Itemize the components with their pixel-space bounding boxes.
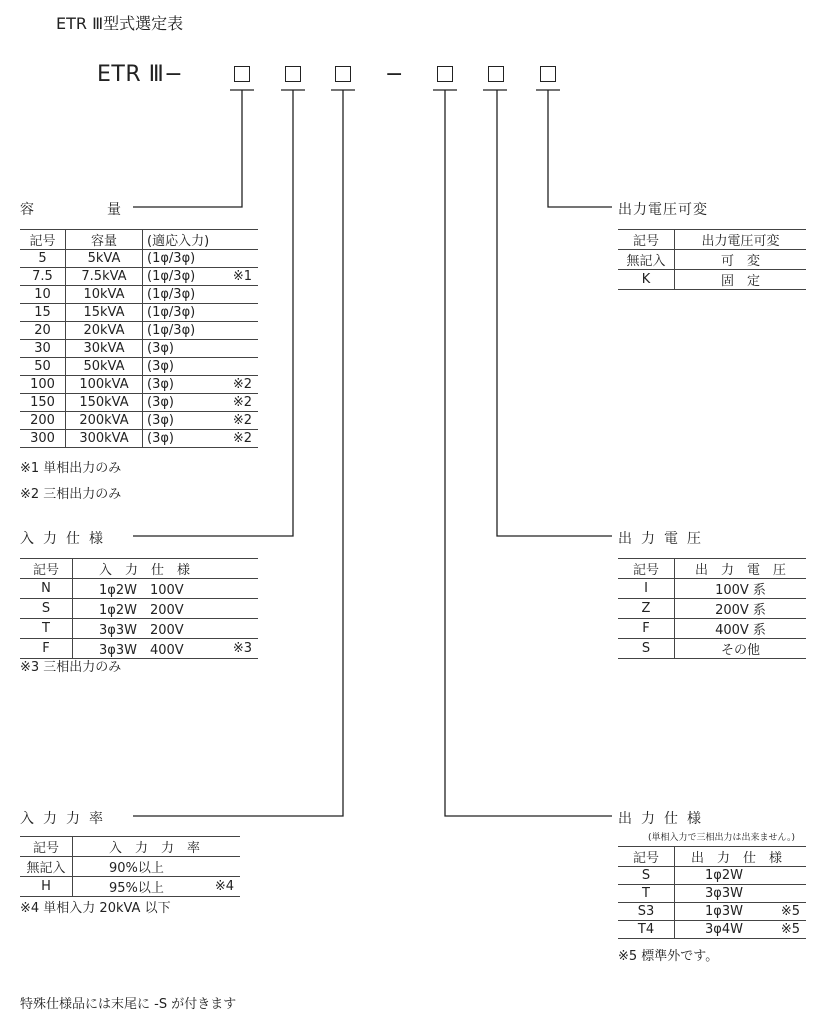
table-row: [618, 599, 806, 619]
row-value: 固 定: [675, 270, 807, 290]
output-voltage-table: [618, 558, 806, 659]
table-row: [20, 250, 258, 268]
input-spec-label: 入力仕様: [20, 531, 112, 547]
row-value: 15kVA: [66, 304, 143, 322]
input-pf-table-header: [20, 837, 240, 857]
row-value: (1φ/3φ): [143, 268, 221, 286]
table-row: [20, 340, 258, 358]
output-voltage-label: 出力電圧: [618, 531, 710, 547]
row-code: 15: [20, 304, 66, 322]
row-value: 200V 系: [675, 599, 807, 619]
table-row: [618, 250, 806, 270]
row-code: 30: [20, 340, 66, 358]
header-output-spec: 出 力 仕 様: [675, 847, 807, 867]
row-code: 7.5: [20, 268, 66, 286]
table-row: [20, 430, 258, 448]
row-code: 150: [20, 394, 66, 412]
header-output-voltage: 出 力 電 圧: [675, 559, 807, 579]
row-code: F: [618, 619, 675, 639]
row-value: 1φ2W: [675, 867, 771, 885]
table-row: [20, 579, 258, 599]
row-note: ※2: [221, 394, 258, 412]
table-row: [618, 579, 806, 599]
row-note: [221, 250, 258, 268]
header-code: 記号: [20, 837, 73, 857]
row-note: [221, 286, 258, 304]
input-spec-note: ※3 三相出力のみ: [20, 660, 122, 675]
header-code: 記号: [618, 230, 675, 250]
row-code: 無記入: [618, 250, 675, 270]
row-value: 3φ4W: [675, 921, 771, 939]
input-pf-table: [20, 836, 240, 897]
row-value: 1φ2W 100V: [73, 579, 224, 599]
row-code: 10: [20, 286, 66, 304]
table-row: [618, 619, 806, 639]
header-applicable-input: (適応入力): [143, 230, 259, 250]
row-code: 20: [20, 322, 66, 340]
header-capacity: 容量: [66, 230, 143, 250]
output-variable-code-box: [540, 66, 556, 82]
row-note: [224, 619, 258, 639]
capacity-note-1: ※1 単相出力のみ: [20, 461, 122, 476]
row-note: ※3: [224, 639, 258, 659]
row-value: 20kVA: [66, 322, 143, 340]
row-value: (3φ): [143, 358, 221, 376]
row-value: 95%以上: [73, 877, 204, 897]
row-note: [221, 304, 258, 322]
row-value: 3φ3W: [675, 885, 771, 903]
row-note: [221, 340, 258, 358]
row-code: T: [20, 619, 73, 639]
table-row: [20, 599, 258, 619]
output-spec-note: ※5 標準外です。: [618, 949, 719, 964]
row-note: [771, 885, 806, 903]
row-value: 90%以上: [73, 857, 204, 877]
output-voltage-code-box: [488, 66, 504, 82]
table-row: [20, 358, 258, 376]
row-code: S: [618, 639, 675, 659]
row-value: 可 変: [675, 250, 807, 270]
header-output-variable: 出力電圧可変: [675, 230, 807, 250]
row-code: S: [20, 599, 73, 619]
table-row: [20, 376, 258, 394]
row-code: 200: [20, 412, 66, 430]
page-title: ETR Ⅲ型式選定表: [56, 14, 184, 33]
table-row: [618, 270, 806, 290]
row-value: (3φ): [143, 394, 221, 412]
footer-note: 特殊仕様品には末尾に -S が付きます: [20, 997, 237, 1012]
table-row: [618, 639, 806, 659]
row-note: [221, 322, 258, 340]
capacity-table: [20, 229, 258, 448]
table-row: [618, 903, 806, 921]
row-code: Z: [618, 599, 675, 619]
row-value: (1φ/3φ): [143, 304, 221, 322]
row-value: 30kVA: [66, 340, 143, 358]
row-value: 150kVA: [66, 394, 143, 412]
row-code: S3: [618, 903, 675, 921]
row-value: 300kVA: [66, 430, 143, 448]
row-value: (1φ/3φ): [143, 286, 221, 304]
table-row: [20, 304, 258, 322]
table-row: [20, 877, 240, 897]
header-code: 記号: [20, 559, 73, 579]
row-note: [221, 358, 258, 376]
row-code: N: [20, 579, 73, 599]
row-value: (1φ/3φ): [143, 250, 221, 268]
row-note: ※1: [221, 268, 258, 286]
row-code: 50: [20, 358, 66, 376]
row-value: 50kVA: [66, 358, 143, 376]
row-value: 10kVA: [66, 286, 143, 304]
input-spec-table-header: [20, 559, 258, 579]
header-input-pf: 入 力 力 率: [73, 837, 241, 857]
row-code: I: [618, 579, 675, 599]
row-value: 100kVA: [66, 376, 143, 394]
row-note: ※5: [771, 903, 806, 921]
row-note: [224, 579, 258, 599]
input-spec-table: [20, 558, 258, 659]
table-row: [618, 921, 806, 939]
row-value: (3φ): [143, 376, 221, 394]
output-variable-table: [618, 229, 806, 290]
model-code-prefix: ETR Ⅲ−: [97, 62, 184, 87]
table-row: [20, 394, 258, 412]
row-value: その他: [675, 639, 807, 659]
row-value: 400V 系: [675, 619, 807, 639]
input-pf-code-box: [335, 66, 351, 82]
output-voltage-table-header: [618, 559, 806, 579]
row-code: 300: [20, 430, 66, 448]
row-value: 3φ3W 400V: [73, 639, 224, 659]
table-row: [618, 885, 806, 903]
table-row: [20, 322, 258, 340]
row-value: (1φ/3φ): [143, 322, 221, 340]
row-value: (3φ): [143, 412, 221, 430]
row-code: K: [618, 270, 675, 290]
table-row: [20, 412, 258, 430]
row-value: 1φ2W 200V: [73, 599, 224, 619]
row-note: ※4: [204, 877, 240, 897]
row-code: H: [20, 877, 73, 897]
row-value: 3φ3W 200V: [73, 619, 224, 639]
row-note: ※5: [771, 921, 806, 939]
capacity-note-2: ※2 三相出力のみ: [20, 487, 122, 502]
row-value: (3φ): [143, 340, 221, 358]
row-note: ※2: [221, 430, 258, 448]
header-code: 記号: [20, 230, 66, 250]
row-code: T4: [618, 921, 675, 939]
capacity-table-header: [20, 230, 258, 250]
input-pf-label: 入力力率: [20, 811, 112, 827]
input-pf-note: ※4 単相入力 20kVA 以下: [20, 901, 171, 916]
row-value: 7.5kVA: [66, 268, 143, 286]
table-row: [618, 867, 806, 885]
row-code: 100: [20, 376, 66, 394]
row-code: S: [618, 867, 675, 885]
row-note: [224, 599, 258, 619]
row-value: 100V 系: [675, 579, 807, 599]
table-row: [20, 619, 258, 639]
table-row: [20, 268, 258, 286]
output-spec-sub-note: (単相入力で三相出力は出来ません。): [648, 833, 796, 843]
row-note: [204, 857, 240, 877]
output-spec-table: [618, 846, 806, 939]
table-row: [20, 286, 258, 304]
output-spec-table-header: [618, 847, 806, 867]
model-code-dash: −: [385, 62, 404, 87]
row-value: (3φ): [143, 430, 221, 448]
row-code: 無記入: [20, 857, 73, 877]
output-variable-table-header: [618, 230, 806, 250]
row-value: 200kVA: [66, 412, 143, 430]
row-code: 5: [20, 250, 66, 268]
output-spec-label: 出力仕様: [618, 811, 710, 827]
capacity-code-box: [234, 66, 250, 82]
row-value: 5kVA: [66, 250, 143, 268]
row-note: ※2: [221, 412, 258, 430]
header-input-spec: 入 力 仕 様: [73, 559, 259, 579]
header-code: 記号: [618, 847, 675, 867]
row-note: [771, 867, 806, 885]
output-spec-code-box: [437, 66, 453, 82]
row-note: ※2: [221, 376, 258, 394]
input-spec-code-box: [285, 66, 301, 82]
header-code: 記号: [618, 559, 675, 579]
table-row: [20, 857, 240, 877]
row-code: F: [20, 639, 73, 659]
row-code: T: [618, 885, 675, 903]
output-variable-label: 出力電圧可変: [618, 202, 708, 218]
capacity-label: 容 量: [20, 202, 122, 218]
row-value: 1φ3W: [675, 903, 771, 921]
